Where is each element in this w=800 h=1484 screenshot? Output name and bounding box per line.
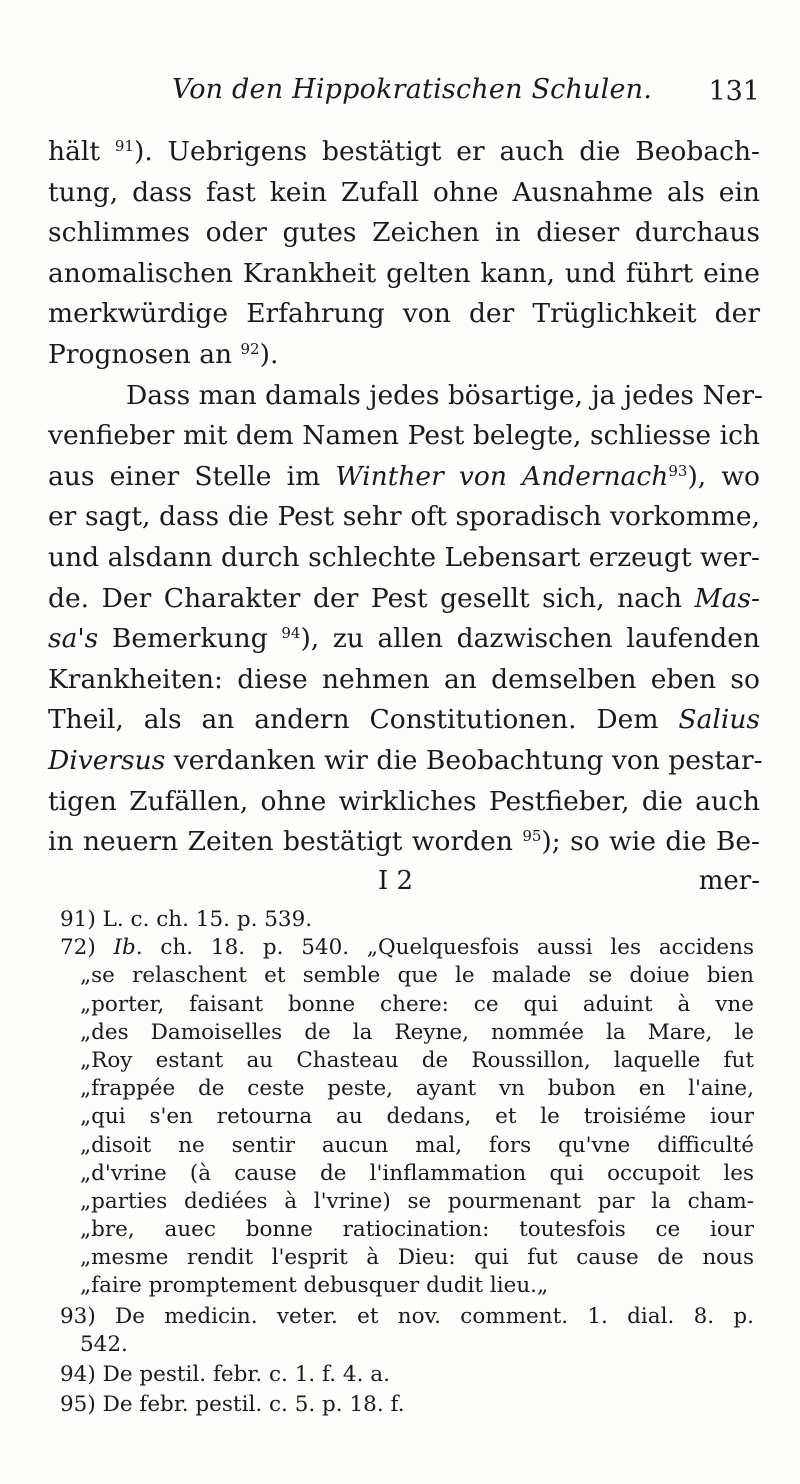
text-line: venfieber mit dem Namen Pest belegte, schliesse ich (48, 420, 760, 452)
footnote-92: 72) Ib. ch. 18. p. 540. „Quelquesfois aussi les accidens (60, 935, 754, 961)
footnotes (60, 906, 754, 1419)
text-line: Prognosen an $^{92}$). (48, 338, 279, 370)
footnote-line: „faire promptement debusquer dudit lieu.„ (80, 1273, 549, 1299)
running-title: Von den Hippokratischen Schulen. (172, 74, 653, 105)
text-line: Theil, als an andern Constitutionen. Dem Salius (48, 704, 760, 736)
text-line: Diversus verdanken wir die Beobachtung von pestar- (48, 744, 763, 776)
footnote-line: „bre, auec bonne ratiocination: toutesfois ce iour (80, 1217, 754, 1243)
text-line: de. Der Charakter der Pest gesellt sich, nach Mas- (48, 582, 760, 614)
footnote-line: „se relaschent et semble que le malade se doiue bien (80, 963, 754, 989)
text-line: tung, dass fast kein Zufall ohne Ausnahme als ein (48, 176, 760, 208)
footnote-line: „d'vrine (à cause de l'inflammation qui occupoit les (80, 1160, 754, 1186)
text-line: tigen Zufällen, ohne wirkliches Pestfieber, die auch (48, 785, 760, 817)
footnote-line: „frappée de ceste peste, ayant vn bubon en l'aine, (80, 1076, 754, 1102)
footnote-ref: 92 (240, 339, 260, 358)
text-line: hält $^{91}$). Uebrigens bestätigt er auch die Beobach- (48, 136, 760, 167)
footnote-ref: 94 (281, 624, 301, 643)
signature-mark: I 2 (378, 865, 414, 896)
author-name: Winther von Andernach (335, 460, 669, 492)
text-line: sa's Bemerkung $^{94}$), zu allen dazwischen laufenden (48, 623, 760, 655)
text-line: schlimmes oder gutes Zeichen in dieser durchaus (48, 217, 760, 249)
footnote-94: 94) De pestil. febr. c. 1. f. 4. a. (60, 1362, 390, 1387)
footnote-ref: 91 (114, 137, 134, 155)
footnote-line: „mesme rendit l'esprit à Dieu: qui fut cause de nous (80, 1245, 754, 1271)
footnote-line: 542. (80, 1331, 128, 1357)
paragraph-start: Dass man damals jedes bösartige, ja jedes Ner- (126, 379, 763, 411)
author-name: Salius (678, 704, 760, 736)
footnote-line: „parties dediées à l'vrine) se pourmenant par la cham- (80, 1188, 754, 1214)
footnote-ref: 93 (668, 461, 688, 480)
footnote-line: „qui s'en retourna au dedans, et le troisiéme iour (80, 1104, 754, 1130)
text-line: merkwürdige Erfahrung von der Trüglichkeit der (48, 298, 760, 330)
text-line: und alsdann durch schlechte Lebensart erzeugt wer- (48, 541, 760, 573)
footnote-line: „disoit ne sentir aucun mal, fors qu'vne difficulté (80, 1132, 754, 1158)
footnote-95: 95) De febr. pestil. c. 5. p. 18. f. (60, 1392, 405, 1418)
text-line: aus einer Stelle im Winther von Andernach$^{93}$), wo (48, 460, 761, 492)
footnote-line: „Roy estant au Chasteau de Roussillon, laquelle fut (80, 1047, 754, 1073)
page-number: 131 (708, 76, 760, 107)
footnote-line: „porter, faisant bonne chere: ce qui aduint à vne (80, 991, 754, 1017)
catchword: mer- (698, 865, 760, 896)
signature-line (48, 863, 760, 899)
footnote-93: 93) De medicin. veter. et nov. comment. 1. dial. 8. p. (60, 1303, 754, 1329)
text-line: er sagt, dass die Pest sehr oft sporadisch vorkomme, (48, 501, 760, 533)
page-header (48, 74, 760, 114)
text-line: Krankheiten: diese nehmen an demselben eben so (48, 663, 760, 695)
main-text (48, 132, 763, 899)
footnote-line: „des Damoiselles de la Reyne, nommée la Mare, le (80, 1019, 754, 1045)
footnote-91: 91) L. c. ch. 15. p. 539. (60, 907, 313, 932)
author-name: Mas- (694, 582, 760, 614)
author-name: sa's (48, 623, 99, 655)
text-line: anomalischen Krankheit gelten kann, und führt eine (48, 257, 760, 289)
text-line: in neuern Zeiten bestätigt worden $^{95}$); so wie die Be- (48, 826, 760, 858)
author-name: Diversus (48, 744, 166, 776)
footnote-ref: 95 (522, 827, 542, 846)
